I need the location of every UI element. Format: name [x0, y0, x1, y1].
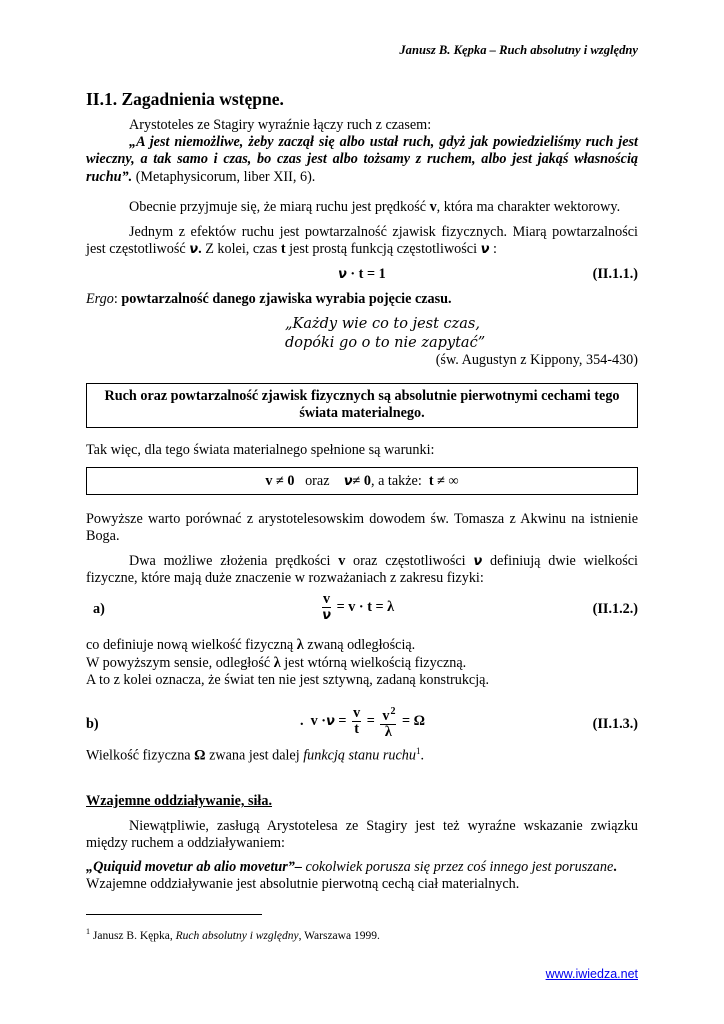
nu-symbol: ν: [338, 267, 347, 282]
paragraph-aquinas: Powyższe warto porównać z arystotelesowskim dowodem św. Tomasza z Akwinu na istnienie Boga.: [86, 511, 638, 545]
state-text-end: .: [420, 747, 424, 764]
augustine-quote-line-2: dopóki go o to nie zapytać”: [285, 335, 486, 351]
paragraph-distance: [86, 637, 638, 654]
footnote-ref: 1: [415, 746, 421, 756]
frequency-text: Jednym z efektów ruchu jest powtarzalność zjawisk fizycznych. Miarą powtarzalności jest częstotliwość: [86, 224, 638, 258]
equation-2-body: = v · t = λ: [336, 598, 395, 615]
paragraph-compositions: [86, 553, 638, 588]
nu-symbol: ν: [480, 242, 490, 258]
nu-symbol: ν: [322, 608, 331, 623]
ergo-label: Ergo: [86, 291, 114, 307]
paragraph-interaction: Niewątpliwie, zasługą Arystotelesa ze Stagiry jest też wyraźne wskazanie związku między ruchem a oddziaływaniem:: [86, 818, 638, 852]
footnote-author: Janusz B. Kępka,: [90, 929, 176, 942]
equation-1: [338, 266, 386, 283]
lambda-symbol: λ: [273, 655, 281, 671]
boxed-statement-1: Ruch oraz powtarzalność zjawisk fizycznych są absolutnie pierwotnymi cechami tego świata materialnego.: [86, 383, 638, 428]
footnote-title: Ruch absolutny i względny: [175, 929, 299, 942]
equation-3-equals: =: [338, 713, 347, 730]
frequency-text-2: Z kolei, czas: [201, 241, 281, 258]
case-a-label: a): [93, 601, 105, 617]
equation-3-dot: .: [300, 713, 304, 730]
footnote-number: 1: [86, 927, 90, 936]
ergo-line: Ergo: powtarzalność danego zjawiska wyrabia pojęcie czasu.: [86, 291, 452, 307]
compositions-text: Dwa możliwe złożenia prędkości: [129, 553, 339, 569]
fraction-numerator: v: [382, 707, 390, 724]
equation-3-fraction-1: [352, 706, 361, 737]
paragraph-conditions: Tak więc, dla tego świata materialnego spełnione są warunki:: [86, 442, 435, 458]
aristotle-quote: [86, 134, 638, 186]
nu-symbol: ν: [473, 554, 483, 569]
latin-quote-translation: cokolwiek porusza się przez coś innego jest poruszane: [305, 859, 614, 875]
site-link[interactable]: www.iwiedza.net: [545, 967, 638, 981]
paragraph-secondary: [86, 655, 638, 672]
nu-symbol: ν: [326, 714, 335, 730]
latin-quote-dot: .: [613, 859, 617, 875]
secondary-text-2: jest wtórną wielkością fizyczną.: [280, 655, 467, 671]
compositions-text-3: definiują dwie wielkości fizyczne, które mają duże znaczenie w rozważaniach z zakresu fizyki:: [86, 553, 638, 587]
latin-quote: [86, 859, 638, 876]
nu-symbol: ν: [343, 474, 353, 489]
velocity-symbol: v: [338, 553, 346, 569]
equation-3: [300, 704, 425, 740]
equation-3-fraction-2: [380, 704, 396, 740]
frequency-text-3: jest prostą funkcją częstotliwości: [285, 241, 481, 258]
nu-symbol: ν: [189, 242, 199, 258]
equation-2: [320, 592, 394, 623]
velocity-text: Obecnie przyjmuje się, że miarą ruchu jest prędkość: [129, 199, 430, 215]
augustine-source: (św. Augustyn z Kippony, 354-430): [435, 352, 638, 368]
ergo-text: powtarzalność danego zjawiska wyrabia pojęcie czasu.: [121, 291, 452, 307]
lambda-symbol: λ: [384, 723, 392, 740]
state-function-term: funkcją stanu ruchu: [303, 747, 416, 764]
secondary-text: W powyższym sensie, odległość: [86, 655, 274, 671]
paragraph-not-rigid: A to z kolei oznacza, że świat ten nie jest sztywną, zadaną konstrukcją.: [86, 672, 490, 688]
aristotle-quote-source: (Metaphysicorum, liber XII, 6).: [132, 168, 316, 185]
condition-oraz: oraz: [305, 473, 330, 489]
boxed-conditions: [86, 467, 638, 495]
velocity-symbol: v: [429, 199, 437, 215]
case-b-label: b): [86, 716, 99, 732]
paragraph-state-function: [86, 743, 638, 765]
equation-1-body: · t = 1: [350, 266, 386, 282]
paragraph-primary: Wzajemne oddziaływanie jest absolutnie pierwotną cechą ciał materialnych.: [86, 876, 520, 892]
augustine-quote-line-1: „Każdy wie co to jest czas,: [285, 316, 480, 332]
velocity-text-end: , która ma charakter wektorowy.: [436, 199, 621, 215]
fraction-numerator: v: [323, 591, 331, 607]
equation-3-equals: =: [366, 713, 375, 730]
section-title: II.1. Zagadnienia wstępne.: [86, 89, 284, 109]
omega-symbol: Ω: [194, 747, 206, 764]
paragraph-frequency: Jednym z efektów ruchu jest powtarzalność zjawisk fizycznych. Miarą powtarzalności jest częstotliwość ν. Z kolei, czas t jest prostą funkcją częstotliwości ν :: [86, 224, 638, 258]
frequency-text-4: :: [489, 241, 497, 258]
equation-1-number: (II.1.1.): [592, 266, 638, 282]
equation-3-number: (II.1.3.): [592, 716, 638, 732]
square-exponent: 2: [390, 706, 396, 717]
equation-3-omega: = Ω: [401, 713, 425, 730]
compositions-text-2: oraz częstotliwości: [345, 553, 474, 569]
running-header: Janusz B. Kępka – Ruch absolutny i względny: [399, 43, 638, 57]
condition-t: t ≠ ∞: [428, 473, 459, 489]
paragraph-velocity: [86, 199, 638, 216]
condition-v: v ≠ 0: [265, 473, 295, 489]
state-text: Wielkość fizyczna: [86, 747, 195, 764]
condition-also: , a także:: [370, 473, 422, 489]
latin-quote-text: „Quiquid movetur ab alio movetur”–: [86, 859, 302, 875]
fraction-numerator: v: [353, 705, 361, 722]
footnote-place: , Warszawa 1999.: [298, 929, 380, 942]
fraction-denominator: t: [354, 721, 359, 738]
condition-nu: ≠ 0: [352, 473, 371, 489]
footnote: [86, 923, 380, 945]
state-text-2: zwana jest dalej: [205, 747, 304, 764]
distance-text: co definiuje nową wielkość fizyczną: [86, 637, 297, 653]
subsection-heading: Wzajemne oddziaływanie, siła.: [86, 793, 273, 809]
aristotle-quote-text: „A jest niemożliwe, żeby zaczął się albo ustał ruch, gdyż jak powiedzieliśmy ruch jest wieczny, a tak samo i czas, bo czas jest albo tożsamy z ruchem, albo jest jakąś własnością ruchu”.: [86, 134, 638, 185]
equation-2-fraction: [322, 592, 331, 623]
paragraph-intro: [86, 117, 638, 134]
equation-3-v: v ·: [310, 713, 327, 730]
distance-text-2: zwaną odległością.: [303, 637, 416, 653]
intro-text: Arystoteles ze Stagiry wyraźnie łączy ruch z czasem:: [129, 117, 432, 133]
t-symbol: t: [280, 241, 286, 258]
footnote-separator: [86, 914, 262, 915]
equation-2-number: (II.1.2.): [592, 601, 638, 617]
lambda-symbol: λ: [296, 637, 304, 653]
